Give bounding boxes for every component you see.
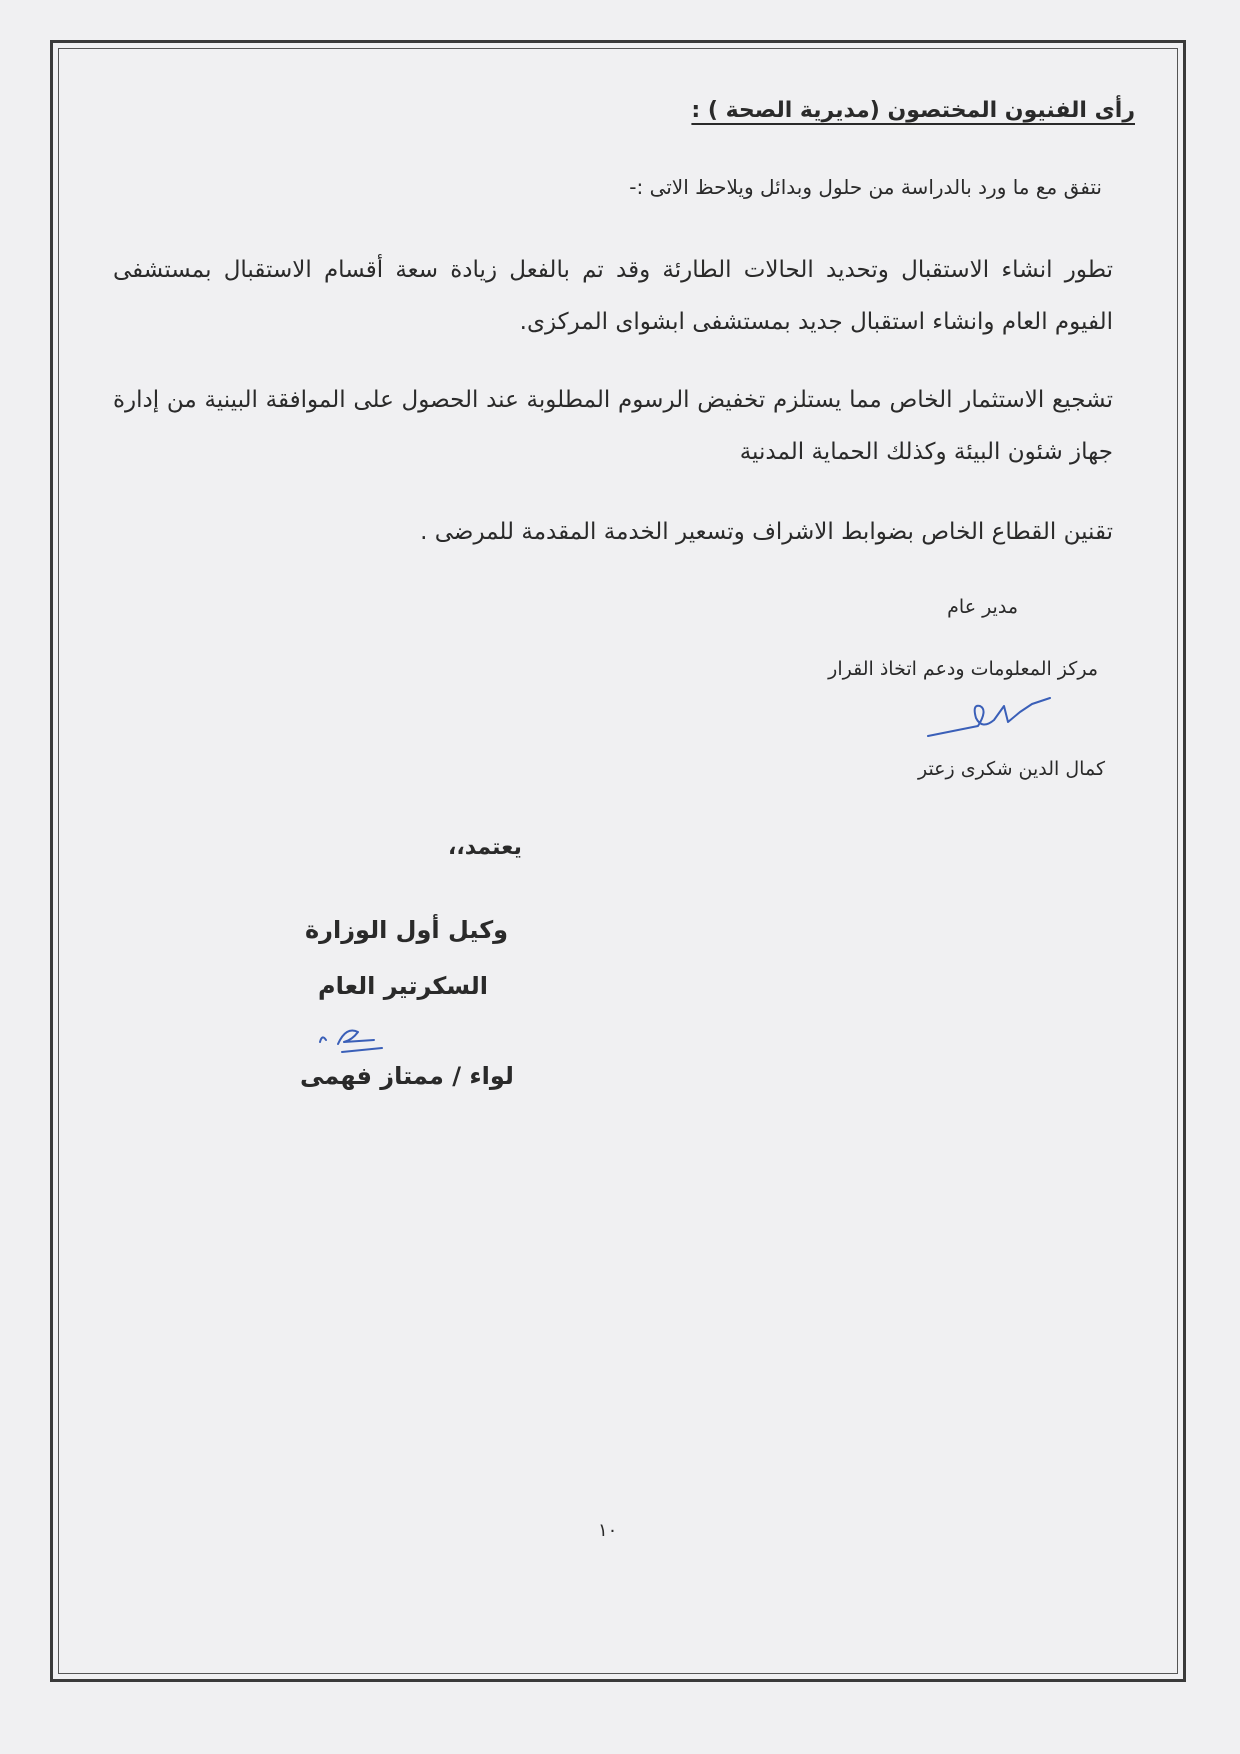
paragraph-3: تقنين القطاع الخاص بضوابط الاشراف وتسعير الخدمة المقدمة للمرضى . <box>420 519 1113 545</box>
handwritten-signature-icon <box>312 1018 412 1058</box>
intro-text: نتفق مع ما ورد بالدراسة من حلول وبدائل ويلاحظ الاتى :- <box>629 175 1102 199</box>
handwritten-signature-icon <box>920 696 1060 746</box>
director-title: مدير عام <box>947 596 1018 618</box>
paragraph-2: تشجيع الاستثمار الخاص مما يستلزم تخفيض الرسوم المطلوبة عند الحصول على الموافقة البينية من إدارة جهاز شئون البيئة وكذلك الحماية المدنية <box>113 387 1113 465</box>
signer-name: كمال الدين شكرى زعتر <box>917 758 1105 780</box>
section-heading: رأى الفنيون المختصون (مديرية الصحة ) : <box>691 98 1135 123</box>
center-name: مركز المعلومات ودعم اتخاذ القرار <box>828 658 1098 680</box>
official-title-line1: وكيل أول الوزارة <box>305 916 509 944</box>
page-number: ١٠ <box>598 1520 618 1541</box>
approval-label: يعتمد،، <box>448 835 522 860</box>
official-title-line2: السكرتير العام <box>318 972 489 1000</box>
official-name: لواء / ممتاز فهمى <box>300 1062 514 1090</box>
paragraph-1: تطور انشاء الاستقبال وتحديد الحالات الطارئة وقد تم بالفعل زيادة سعة أقسام الاستقبال بمستشفى الفيوم العام وانشاء استقبال جديد بمستشفى ابشواى المركزى. <box>113 257 1113 335</box>
